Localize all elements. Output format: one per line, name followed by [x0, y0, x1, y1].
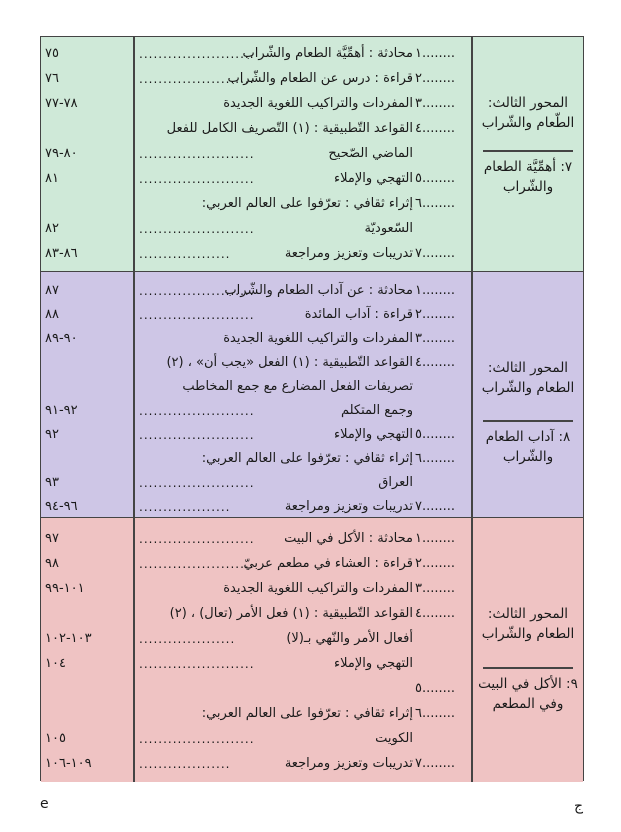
- item-title: التهجي والإملاء: [334, 171, 413, 186]
- axis-title: المحور الثالث: الطّعام والشّراب: [481, 95, 575, 131]
- toc-row: [41, 118, 471, 140]
- toc-row: [41, 352, 471, 374]
- leader-dots: ........................: [139, 308, 255, 322]
- item-number: ٤........: [415, 121, 456, 136]
- item-number: ٣........: [415, 581, 456, 596]
- item-title: تدريبات وتعزيز ومراجعة: [284, 499, 413, 514]
- item-title: تدريبات وتعزيز ومراجعة: [284, 756, 413, 771]
- lesson-title: ٩: الأكل في البيت وفي المطعم: [478, 676, 578, 712]
- page-number: ١٠٥: [45, 731, 66, 746]
- unit-section-9: [41, 518, 583, 782]
- item-title: الكويت: [375, 731, 413, 746]
- page-number: ٩٣: [45, 475, 59, 490]
- leader-dots: [139, 603, 289, 625]
- toc-row: [41, 68, 471, 90]
- page-number: ٩٢-٩١: [45, 403, 78, 418]
- page-number: ١٠١-٩٩: [45, 581, 85, 596]
- item-number: ٤........: [415, 355, 456, 370]
- toc-row: [41, 168, 471, 190]
- item-number: ٣........: [415, 331, 456, 346]
- leader-dots: [139, 448, 289, 470]
- item-number: ١........: [415, 531, 456, 546]
- item-number: ٦........: [415, 706, 456, 721]
- toc-row: [41, 628, 471, 650]
- item-number: ١........: [415, 46, 456, 61]
- leader-dots: ........................: [139, 222, 255, 236]
- toc-row: [41, 93, 471, 115]
- page-number: ٨٠-٧٩: [45, 146, 78, 161]
- page-number: ٧٦: [45, 71, 59, 86]
- toc-row: [41, 304, 471, 326]
- item-number: ٢........: [415, 556, 456, 571]
- item-title: محادثة : الأكل في البيت: [284, 531, 413, 546]
- leader-dots: ...................: [139, 757, 231, 771]
- item-title: التهجي والإملاء: [334, 427, 413, 442]
- item-number: ٧........: [415, 756, 456, 771]
- item-title: تصريفات الفعل المضارع مع جمع المخاطب: [182, 379, 413, 394]
- page-number: ٩٢: [45, 427, 59, 442]
- lesson-title: ٨: آداب الطعام والشّراب: [485, 429, 571, 465]
- leader-dots: ........................: [139, 476, 255, 490]
- toc-row: [41, 328, 471, 350]
- toc-row: [41, 400, 471, 422]
- toc-row: [41, 678, 471, 700]
- leader-dots: ...................: [139, 500, 231, 514]
- toc-row: [41, 728, 471, 750]
- page-number: ٧٨-٧٧: [45, 96, 78, 111]
- leader-dots: [139, 193, 289, 215]
- item-number: ٤........: [415, 606, 456, 621]
- unit-side-panel: [473, 518, 583, 782]
- leader-dots: [139, 352, 289, 374]
- item-number: ٥........: [415, 171, 456, 186]
- toc-row: [41, 143, 471, 165]
- unit-section-8: [41, 272, 583, 518]
- leader-dots: ........................: [139, 47, 255, 61]
- item-number: ٦........: [415, 196, 456, 211]
- item-title: إثراء ثقافي : تعرّفوا على العالم العربي:: [201, 451, 413, 466]
- page-number: ٨٧: [45, 283, 59, 298]
- page-number: ٨٢: [45, 221, 59, 236]
- item-title: قراءة : العشاء في مطعم عربيّ: [243, 556, 413, 571]
- item-title: الماضي الصّحيح: [328, 146, 413, 161]
- toc-row: [41, 653, 471, 675]
- toc-row: [41, 218, 471, 240]
- leader-dots: ........................: [139, 172, 255, 186]
- leader-dots: ........................: [139, 284, 255, 298]
- page-number: ٩٠-٨٩: [45, 331, 78, 346]
- toc-row: [41, 496, 471, 518]
- page-number: ٨١: [45, 171, 59, 186]
- toc-row: [41, 424, 471, 446]
- page-marker-left: e: [40, 796, 49, 812]
- table-of-contents: [40, 36, 584, 781]
- axis-title: المحور الثالث: الطعام والشّراب: [481, 360, 575, 396]
- page-number: ١٠٩-١٠٦: [45, 756, 92, 771]
- leader-dots: ........................: [139, 732, 255, 746]
- leader-dots: ...................: [139, 247, 231, 261]
- item-title: المفردات والتراكيب اللغوية الجديدة: [223, 96, 413, 111]
- unit-side-panel: [473, 37, 583, 271]
- leader-dots: ........................: [139, 557, 255, 571]
- toc-row: [41, 703, 471, 725]
- leader-dots: [139, 93, 289, 115]
- page-number: ٨٦-٨٣: [45, 246, 78, 261]
- item-title: المفردات والتراكيب اللغوية الجديدة: [223, 331, 413, 346]
- item-number: ٥........: [415, 427, 456, 442]
- item-title: إثراء ثقافي : تعرّفوا على العالم العربي:: [201, 706, 413, 721]
- item-number: ١........: [415, 283, 456, 298]
- item-title: قراءة : درس عن الطعام والشّراب: [227, 71, 413, 86]
- item-title: محادثة : عن آداب الطعام والشّراب: [224, 283, 413, 298]
- item-title: السّعوديّة: [364, 221, 413, 236]
- side-separator: [483, 420, 573, 422]
- item-title: أفعال الأمر والنّهي بـ(لا): [286, 631, 413, 646]
- page-number: ٩٨: [45, 556, 59, 571]
- toc-row: [41, 578, 471, 600]
- item-number: ٣........: [415, 96, 456, 111]
- item-title: العراق: [378, 475, 413, 490]
- item-title: التهجي والإملاء: [334, 656, 413, 671]
- item-title: قراءة : آداب المائدة: [304, 307, 413, 322]
- leader-dots: ........................: [139, 72, 255, 86]
- toc-row: [41, 472, 471, 494]
- leader-dots: [139, 376, 289, 398]
- item-title: تدريبات وتعزيز ومراجعة: [284, 246, 413, 261]
- page-number: ١٠٣-١٠٢: [45, 631, 92, 646]
- item-title: إثراء ثقافي : تعرّفوا على العالم العربي:: [201, 196, 413, 211]
- leader-dots: [139, 703, 289, 725]
- page-number: ٧٥: [45, 46, 59, 61]
- toc-row: [41, 243, 471, 265]
- item-title: القواعد التّطبيقية : (١) الفعل «يجب أن» ، (٢): [166, 355, 413, 370]
- item-number: ٧........: [415, 499, 456, 514]
- toc-row: [41, 753, 471, 775]
- page-number: ٨٨: [45, 307, 59, 322]
- leader-dots: ........................: [139, 657, 255, 671]
- axis-title: المحور الثالث: الطعام والشّراب: [481, 606, 575, 642]
- unit-side-panel: [473, 272, 583, 517]
- item-number: ٢........: [415, 71, 456, 86]
- toc-row: [41, 193, 471, 215]
- side-separator: [483, 667, 573, 669]
- toc-row: [41, 43, 471, 65]
- leader-dots: [139, 578, 289, 600]
- leader-dots: ........................: [139, 532, 255, 546]
- leader-dots: ....................: [139, 632, 236, 646]
- item-number: ٥........: [415, 681, 456, 696]
- page-number: ٩٦-٩٤: [45, 499, 78, 514]
- toc-row: [41, 553, 471, 575]
- item-title: المفردات والتراكيب اللغوية الجديدة: [223, 581, 413, 596]
- toc-row: [41, 528, 471, 550]
- item-number: ٦........: [415, 451, 456, 466]
- item-title: القواعد التّطبيقية : (١) فعل الأمر (تعال) ، (٢): [169, 606, 413, 621]
- toc-row: [41, 603, 471, 625]
- toc-row: [41, 448, 471, 470]
- page-marker-right: ج: [574, 798, 584, 814]
- toc-row: [41, 280, 471, 302]
- leader-dots: ........................: [139, 147, 255, 161]
- lesson-title: ٧: أهمِّيَّة الطعام والشّراب: [483, 159, 573, 195]
- leader-dots: ........................: [139, 428, 255, 442]
- side-separator: [483, 150, 573, 152]
- leader-dots: [139, 118, 289, 140]
- item-title: وجمع المتكلم: [340, 403, 413, 418]
- toc-row: [41, 376, 471, 398]
- item-title: محادثة : أهمِّيَّة الطعام والشّراب: [242, 46, 413, 61]
- leader-dots: [139, 328, 289, 350]
- item-number: ٢........: [415, 307, 456, 322]
- item-number: ٧........: [415, 246, 456, 261]
- page-number: ١٠٤: [45, 656, 66, 671]
- page-number: ٩٧: [45, 531, 59, 546]
- unit-section-7: [41, 37, 583, 272]
- item-title: القواعد التّطبيقية : (١) التّصريف الكامل للفعل: [166, 121, 413, 136]
- leader-dots: ........................: [139, 404, 255, 418]
- leader-dots: [139, 678, 289, 700]
